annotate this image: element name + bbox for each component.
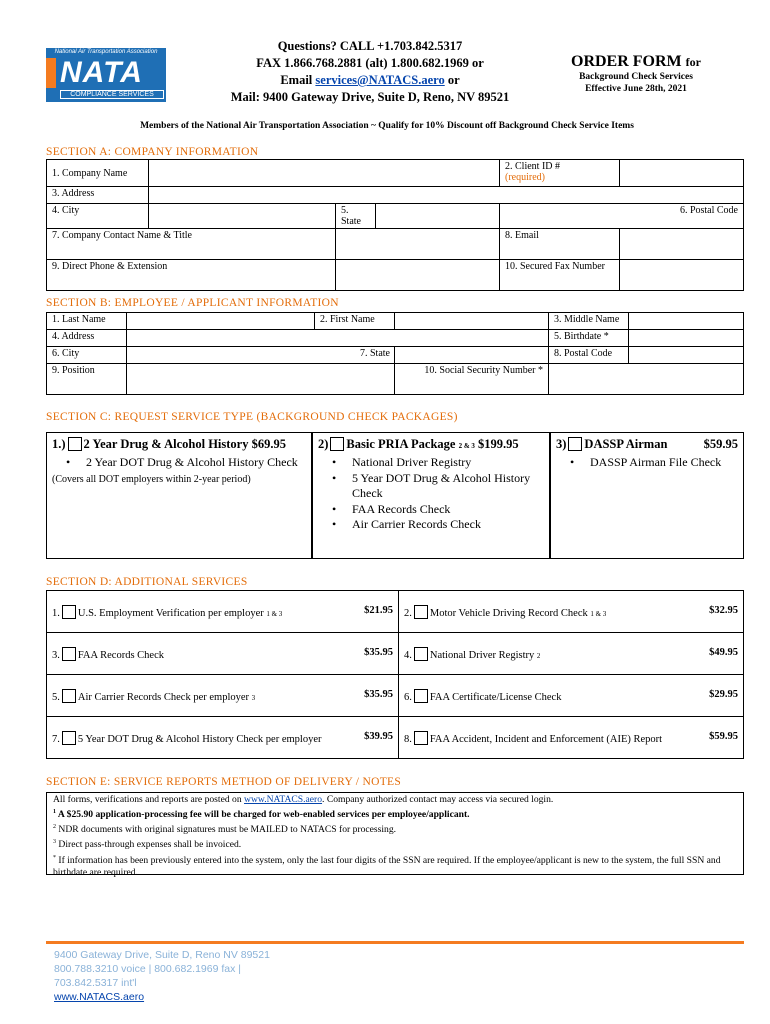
fax-label: 10. Secured Fax Number bbox=[500, 260, 620, 291]
section-b-table bbox=[46, 312, 744, 395]
contact-header bbox=[200, 38, 540, 106]
service-label: U.S. Employment Verification per employer bbox=[77, 607, 264, 619]
service-2 bbox=[399, 591, 744, 633]
address-field[interactable] bbox=[149, 187, 744, 204]
email-label: 8. Email bbox=[500, 229, 620, 260]
effective-date: Effective June 28th, 2021 bbox=[585, 84, 687, 94]
service-checkbox[interactable] bbox=[62, 605, 76, 619]
logo-top-text: National Air Transportation Association bbox=[54, 49, 158, 55]
note-2 bbox=[53, 821, 737, 836]
notes-suffix: . Company authorized contact may access via secured login. bbox=[322, 794, 554, 805]
section-b-title: SECTION B: EMPLOYEE / APPLICANT INFORMATION bbox=[46, 297, 339, 309]
service-num: 4. bbox=[404, 649, 412, 661]
service-checkbox[interactable] bbox=[62, 647, 76, 661]
postal-code-label: 6. Postal Code bbox=[500, 204, 744, 229]
natacs-link[interactable]: www.NATACS.aero bbox=[244, 794, 323, 805]
service-checkbox[interactable] bbox=[414, 647, 428, 661]
service-sup: 1 & 3 bbox=[590, 609, 607, 618]
package-3-title-text: DASSP Airman bbox=[584, 437, 668, 451]
service-num: 7. bbox=[52, 733, 60, 745]
emp-state-field[interactable] bbox=[395, 347, 549, 364]
service-price: $29.95 bbox=[709, 688, 738, 700]
service-price: $35.95 bbox=[364, 688, 393, 700]
service-label: FAA Accident, Incident and Enforcement (AIE) Report bbox=[429, 733, 663, 745]
section-a-title: SECTION A: COMPANY INFORMATION bbox=[46, 146, 259, 158]
note-1 bbox=[53, 806, 737, 821]
footer bbox=[54, 948, 270, 1004]
email-suffix: or bbox=[444, 73, 460, 87]
client-id-text: 2. Client ID # bbox=[505, 161, 560, 172]
service-8 bbox=[399, 717, 744, 759]
package-1-checkbox[interactable] bbox=[68, 437, 82, 451]
note-1-marker: 1 bbox=[53, 809, 56, 815]
company-name-field[interactable] bbox=[149, 160, 500, 187]
email-prefix: Email bbox=[280, 73, 316, 87]
service-checkbox[interactable] bbox=[414, 605, 428, 619]
service-checkbox[interactable] bbox=[62, 689, 76, 703]
contact-name-field[interactable] bbox=[336, 229, 500, 260]
order-for: for bbox=[685, 55, 701, 69]
last-name-field[interactable] bbox=[127, 313, 315, 330]
birthdate-label: 5. Birthdate * bbox=[549, 330, 629, 347]
package-2-item: • Air Carrier Records Check bbox=[332, 517, 544, 533]
package-2-item: • 5 Year DOT Drug & Alcohol History Check bbox=[332, 471, 544, 502]
section-d-title: SECTION D: ADDITIONAL SERVICES bbox=[46, 576, 248, 588]
service-label: Motor Vehicle Driving Record Check bbox=[429, 607, 588, 619]
package-3 bbox=[550, 432, 744, 559]
order-form-title-block bbox=[538, 53, 734, 95]
state-field[interactable] bbox=[376, 204, 500, 229]
emp-city-label: 6. City bbox=[47, 347, 127, 364]
footer-intl: 703.842.5317 int'l bbox=[54, 977, 137, 989]
notes-line-1 bbox=[53, 794, 737, 806]
package-3-num: 3) bbox=[556, 437, 567, 451]
middle-name-field[interactable] bbox=[629, 313, 744, 330]
footer-website-link[interactable]: www.NATACS.aero bbox=[54, 991, 145, 1003]
service-price: $32.95 bbox=[709, 604, 738, 616]
logo-orange-bar bbox=[46, 58, 56, 88]
note-4-marker: * bbox=[53, 854, 56, 861]
first-name-field[interactable] bbox=[395, 313, 549, 330]
client-id-label bbox=[500, 160, 620, 187]
delivery-notes-box bbox=[46, 792, 744, 878]
service-3 bbox=[47, 633, 399, 675]
service-price: $39.95 bbox=[364, 730, 393, 742]
state-label: 5. State bbox=[336, 204, 376, 229]
order-subtitle: Background Check Services bbox=[579, 72, 693, 82]
service-price: $49.95 bbox=[709, 646, 738, 658]
package-1-title bbox=[52, 437, 306, 452]
service-sup: 2 bbox=[536, 651, 541, 660]
service-num: 8. bbox=[404, 733, 412, 745]
service-6 bbox=[399, 675, 744, 717]
footer-divider bbox=[46, 941, 744, 944]
package-2-item: • National Driver Registry bbox=[332, 455, 544, 471]
service-label: FAA Records Check bbox=[77, 649, 165, 661]
emp-address-label: 4. Address bbox=[47, 330, 127, 347]
service-checkbox[interactable] bbox=[414, 731, 428, 745]
ssn-label: 10. Social Security Number * bbox=[395, 364, 549, 395]
service-num: 1. bbox=[52, 607, 60, 619]
fax-line: FAX 1.866.768.2881 (alt) 1.800.682.1969 or bbox=[256, 56, 484, 70]
nata-logo bbox=[46, 48, 166, 102]
required-note: (required) bbox=[505, 172, 545, 183]
service-7 bbox=[47, 717, 399, 759]
service-label: Air Carrier Records Check per employer bbox=[77, 691, 250, 703]
company-name-label: 1. Company Name bbox=[47, 160, 149, 187]
emp-postal-field[interactable] bbox=[629, 347, 744, 364]
logo-subtitle: COMPLIANCE SERVICES bbox=[60, 90, 164, 99]
section-a-table bbox=[46, 159, 744, 291]
package-2-checkbox[interactable] bbox=[330, 437, 344, 451]
note-3-marker: 3 bbox=[53, 839, 56, 846]
service-checkbox[interactable] bbox=[62, 731, 76, 745]
package-1-note: (Covers all DOT employers within 2-year period) bbox=[52, 473, 251, 485]
package-2-sup: 2 & 3 bbox=[458, 442, 475, 450]
service-price: $35.95 bbox=[364, 646, 393, 658]
client-id-field[interactable] bbox=[620, 160, 744, 187]
middle-name-label: 3. Middle Name bbox=[549, 313, 629, 330]
service-label: 5 Year DOT Drug & Alcohol History Check per employer bbox=[77, 733, 322, 745]
package-1-item: • 2 Year DOT Drug & Alcohol History Check bbox=[66, 455, 306, 471]
first-name-label: 2. First Name bbox=[315, 313, 395, 330]
package-2-price: $199.95 bbox=[478, 437, 519, 451]
service-num: 6. bbox=[404, 691, 412, 703]
service-price: $59.95 bbox=[709, 730, 738, 742]
service-sup: 3 bbox=[251, 693, 256, 702]
service-num: 2. bbox=[404, 607, 412, 619]
fax-field[interactable] bbox=[620, 260, 744, 291]
position-field[interactable] bbox=[127, 364, 395, 395]
notes-prefix: All forms, verifications and reports are posted on bbox=[53, 794, 245, 805]
service-label: National Driver Registry bbox=[429, 649, 535, 661]
note-3-text: Direct pass-through expenses shall be invoiced. bbox=[58, 839, 242, 851]
package-1-title-text: 2 Year Drug & Alcohol History $69.95 bbox=[83, 437, 286, 451]
members-discount-note: Members of the National Air Transportation Association ~ Qualify for 10% Discount off Background Check Service Items bbox=[140, 121, 634, 131]
service-5 bbox=[47, 675, 399, 717]
note-1-text: A $25.90 application-processing fee will be charged for web-enabled services per employee/applicant. bbox=[57, 809, 470, 821]
package-2 bbox=[312, 432, 550, 559]
order-form-title bbox=[538, 53, 734, 71]
note-3 bbox=[53, 836, 737, 851]
package-3-price: $59.95 bbox=[703, 437, 738, 451]
emp-city-field[interactable] bbox=[127, 347, 395, 364]
note-4-text: If information has been previously entered into the system, only the last four digits of the SSN are required. If the employee/applicant is new to the system, the full SSN and birthdate are required. bbox=[53, 854, 721, 878]
ssn-field[interactable] bbox=[549, 364, 744, 395]
package-2-item: • FAA Records Check bbox=[332, 502, 544, 518]
emp-postal-label: 8. Postal Code bbox=[549, 347, 629, 364]
phone-label: 9. Direct Phone & Extension bbox=[47, 260, 336, 291]
note-4 bbox=[53, 852, 737, 879]
contact-name-label: 7. Company Contact Name & Title bbox=[47, 229, 336, 260]
phone-field[interactable] bbox=[336, 260, 500, 291]
section-e-title: SECTION E: SERVICE REPORTS METHOD OF DELIVERY / NOTES bbox=[46, 776, 402, 788]
service-price: $21.95 bbox=[364, 604, 393, 616]
logo-name: NATA bbox=[60, 56, 143, 89]
service-4 bbox=[399, 633, 744, 675]
service-sup: 1 & 3 bbox=[266, 609, 283, 618]
package-1 bbox=[46, 432, 312, 559]
note-2-marker: 2 bbox=[53, 824, 56, 831]
service-label: FAA Certificate/License Check bbox=[429, 691, 562, 703]
service-num: 3. bbox=[52, 649, 60, 661]
package-1-num: 1.) bbox=[52, 437, 66, 451]
phone-line: Questions? CALL +1.703.842.5317 bbox=[277, 39, 463, 53]
package-3-item: • DASSP Airman File Check bbox=[570, 455, 738, 471]
position-label: 9. Position bbox=[47, 364, 127, 395]
service-1 bbox=[47, 591, 399, 633]
birthdate-field[interactable] bbox=[629, 330, 744, 347]
last-name-label: 1. Last Name bbox=[47, 313, 127, 330]
package-2-num: 2) bbox=[318, 437, 329, 451]
note-2-text: NDR documents with original signatures must be MAILED to NATACS for processing. bbox=[58, 824, 397, 836]
service-checkbox[interactable] bbox=[414, 689, 428, 703]
city-field[interactable] bbox=[149, 204, 336, 229]
footer-address: 9400 Gateway Drive, Suite D, Reno NV 89521 bbox=[54, 949, 270, 961]
email-link[interactable]: services@NATACS.aero bbox=[315, 73, 445, 87]
emp-address-field[interactable] bbox=[127, 330, 549, 347]
emp-state-label: 7. State bbox=[360, 348, 390, 359]
order-title-text: ORDER FORM bbox=[571, 53, 682, 70]
package-2-title-text: Basic PRIA Package bbox=[346, 437, 456, 451]
additional-services-table bbox=[46, 590, 744, 759]
package-3-checkbox[interactable] bbox=[568, 437, 582, 451]
package-3-title bbox=[556, 437, 738, 452]
city-label: 4. City bbox=[47, 204, 149, 229]
address-label: 3. Address bbox=[47, 187, 149, 204]
footer-phone: 800.788.3210 voice | 800.682.1969 fax | bbox=[54, 963, 242, 975]
email-line bbox=[200, 72, 540, 89]
email-field[interactable] bbox=[620, 229, 744, 260]
service-num: 5. bbox=[52, 691, 60, 703]
section-c-title: SECTION C: REQUEST SERVICE TYPE (BACKGROUND CHECK PACKAGES) bbox=[46, 411, 458, 423]
package-2-title bbox=[318, 437, 544, 452]
mail-line: Mail: 9400 Gateway Drive, Suite D, Reno, NV 89521 bbox=[230, 90, 510, 104]
